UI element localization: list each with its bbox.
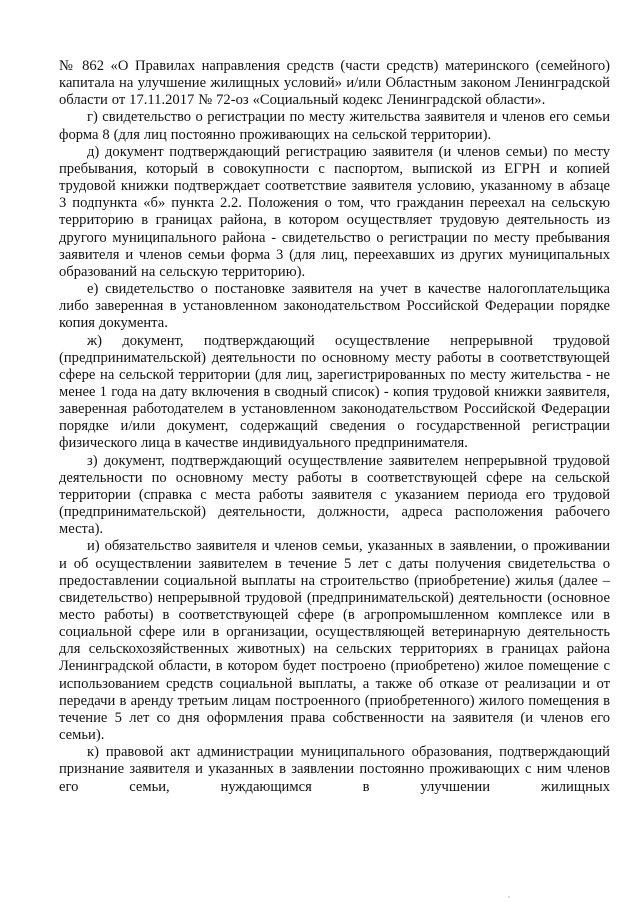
scan-speck xyxy=(508,896,510,898)
paragraph-e: е) свидетельство о постановке заявителя на учет в качестве налогоплательщика либо заверенная в установленном законодательством Российской Федерации порядке копия документа. xyxy=(59,281,610,332)
paragraph-k: к) правовой акт администрации муниципального образования, подтверждающий признание заявителя и указанных в заявлении постоянно проживающих с ним членов его семьи, нуждающимся в улучшении жилищных xyxy=(59,744,610,795)
paragraph-i: и) обязательство заявителя и членов семьи, указанных в заявлении, о проживании и об осуществлении заявителем в течение 5 лет с даты получения свидетельства о предоставлении социальной выплаты на строительство (приобретение) жилья (далее – свидетельство) непрерывной трудовой (предпринимательской) деятельности (основное место работы) в соответствующей сфере (в агропромышленном комплексе или в социальной сфере или в организации, осуществляющей ветеринарную деятельность для сельскохозяйственных животных) на сельских территориях в границах района Ленинградской области, в котором будет построено (приобретено) жилое помещение с использованием средств социальной выплаты, а также об отказе от реализации и от передачи в аренду третьим лицам построенного (приобретенного) жилого помещения в течение 5 лет со дня оформления права собственности на заявителя (и членов его семьи). xyxy=(59,538,610,744)
paragraph-z: з) документ, подтверждающий осуществление заявителем непрерывной трудовой деятельности по основному месту работы в соответствующей сфере на сельской территории (справка с места работы заявителя с указанием периода его трудовой (предпринимательской) деятельности, должности, адреса расположения рабочего места). xyxy=(59,452,610,538)
paragraph-zh: ж) документ, подтверждающий осуществление непрерывной трудовой (предпринимательской) деятельности по основному месту работы в соответствующей сфере на сельской территории (для лиц, зарегистрированных по месту жительства - не менее 1 года на дату включения в сводный список) - копия трудовой книжки заявителя, заверенная работодателем в установленном законодательством Российской Федерации порядке и/или документ, содержащий сведения о государственной регистрации физического лица в качестве индивидуального предпринимателя. xyxy=(59,332,610,452)
paragraph-intro: № 862 «О Правилах направления средств (части средств) материнского (семейного) капитала на улучшение жилищных условий» и/или Областным законом Ленинградской области от 17.11.2017 № 72-оз «Социальный кодекс Ленинградской области». xyxy=(59,58,610,109)
paragraph-d: д) документ подтверждающий регистрацию заявителя (и членов семьи) по месту пребывания, который в совокупности с паспортом, выпиской из ЕГРН и копией трудовой книжки подтверждает соответствие заявителя условию, указанному в абзаце 3 подпункта «б» пункта 2.2. Положения о том, что гражданин переехал на сельскую территорию в границах района, в котором осуществляет трудовую деятельность из другого муниципального района - свидетельство о регистрации по месту пребывания заявителя и членов семьи форма 3 (для лиц, переехавших из других муниципальных образований на сельскую территорию). xyxy=(59,143,610,280)
paragraph-g: г) свидетельство о регистрации по месту жительства заявителя и членов его семьи форма 8 (для лиц постоянно проживающих на сельской территории). xyxy=(59,109,610,143)
document-body xyxy=(59,58,610,796)
